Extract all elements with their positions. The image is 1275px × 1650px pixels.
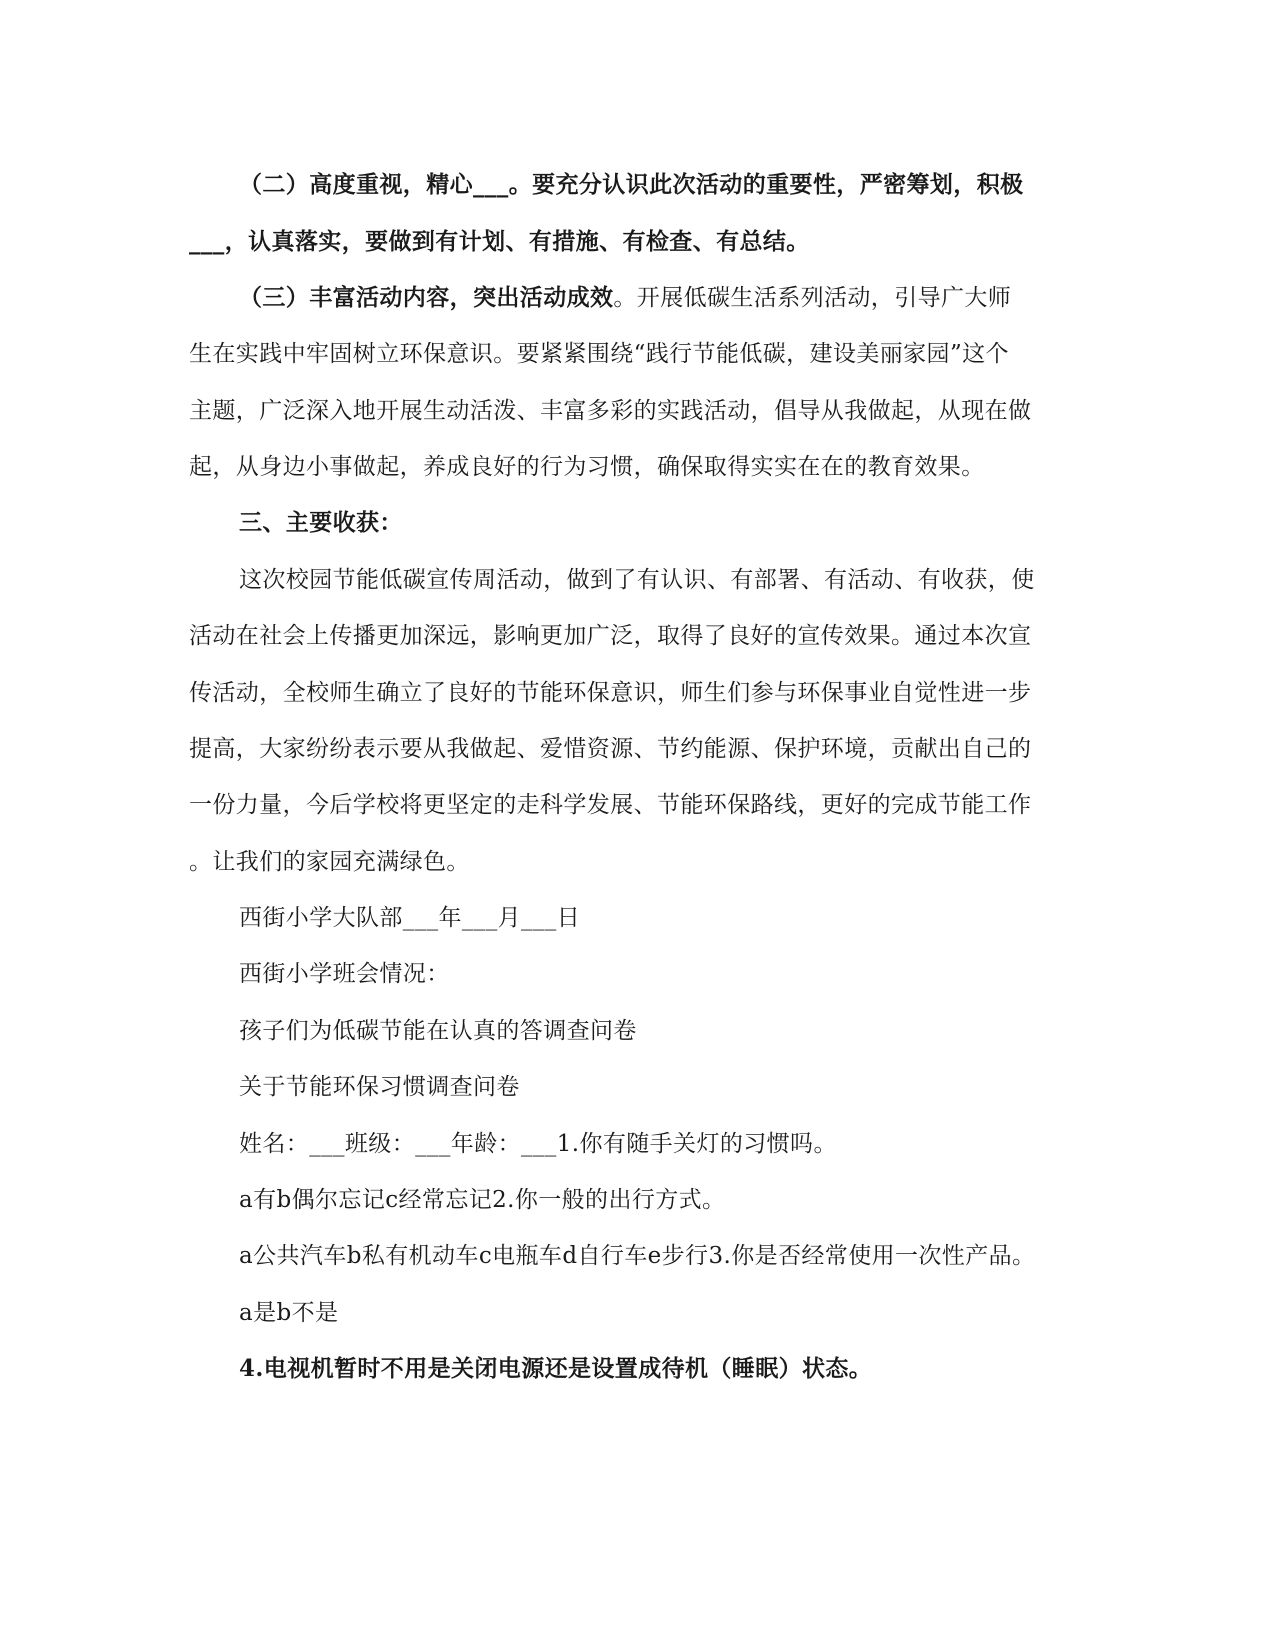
question-4: 4.电视机暂时不用是关闭电源还是设置成待机（睡眠）状态。 [239,1355,873,1382]
kids-survey-line: 孩子们为低碳节能在认真的答调查问卷 [239,1018,637,1044]
paragraph-4-line-2: 活动在社会上传播更加深远，影响更加广泛，取得了良好的宣传效果。通过本次宣 [189,623,1032,649]
paragraph-3-line-1 [239,283,1139,313]
paragraph-4-line-4: 提高，大家纷纷表示要从我做起、爱惜资源、节约能源、保护环境，贡献出自己的 [189,736,1032,762]
question-1-options: a有b偶尔忘记c经常忘记2.你一般的出行方式。 [239,1187,726,1213]
section-3-title: 三、主要收获： [239,509,403,536]
question-3-options: a是b不是 [239,1300,339,1326]
paragraph-4-line-3: 传活动，全校师生确立了良好的节能环保意识，师生们参与环保事业自觉性进一步 [189,680,1032,706]
paragraph-4-line-1: 这次校园节能低碳宣传周活动，做到了有认识、有部署、有活动、有收获，使 [239,567,1035,593]
paragraph-3-heading: （三）丰富活动内容，突出活动成效 [239,284,614,311]
class-meeting-line: 西街小学班会情况： [239,961,450,987]
paragraph-2-line-2: ___，认真落实，要做到有计划、有措施、有检查、有总结。 [189,228,810,255]
signature-line: 西街小学大队部___年___月___日 [239,905,581,931]
paragraph-4-line-5: 一份力量，今后学校将更坚定的走科学发展、节能环保路线，更好的完成节能工作 [189,792,1032,818]
paragraph-2-line-1: （二）高度重视，精心___。要充分认识此次活动的重要性，严密筹划，积极 [239,171,1024,198]
paragraph-4-line-6: 。让我们的家园充满绿色。 [189,849,470,875]
paragraph-3-text: 。开展低碳生活系列活动，引导广大师 [613,285,1012,311]
survey-title: 关于节能环保习惯调查问卷 [239,1074,520,1100]
paragraph-3-line-2: 生在实践中牢固树立环保意识。要紧紧围绕“践行节能低碳，建设美丽家园”这个 [189,341,1009,367]
question-2-options: a公共汽车b私有机动车c电瓶车d自行车e步行3.你是否经常使用一次性产品。 [239,1243,1036,1269]
survey-info-question-1: 姓名：___班级：___年龄：___1.你有随手关灯的习惯吗。 [239,1131,837,1157]
paragraph-3-line-4: 起，从身边小事做起，养成良好的行为习惯，确保取得实实在在的教育效果。 [189,454,985,480]
paragraph-3-line-3: 主题，广泛深入地开展生动活泼、丰富多彩的实践活动，倡导从我做起，从现在做 [189,398,1032,424]
